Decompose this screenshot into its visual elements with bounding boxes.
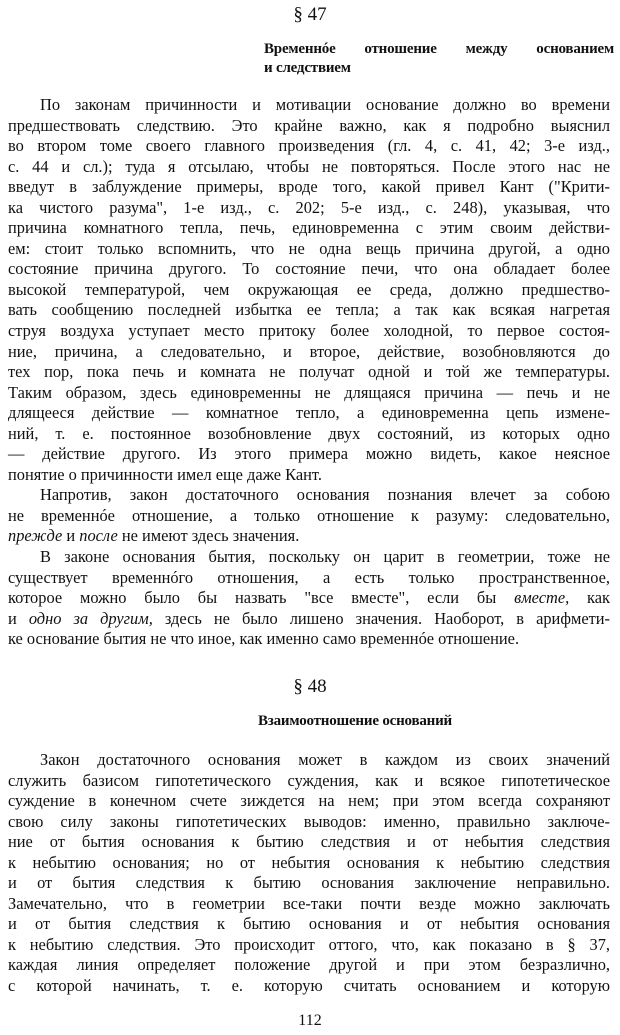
emphasis: одно за другим, (28, 608, 153, 628)
text-line: По законам причинности и мотивации основание должно во времени (40, 95, 610, 114)
text-line (8, 526, 610, 547)
section-47-number: § 47 (293, 4, 327, 25)
text-line: Замечательно, что в геометрии все-таки почти везде можно заключать (8, 893, 610, 913)
text-line: причина комнатного тепла, печь, единовременна с этим своим действи- (8, 218, 610, 238)
text-line: суждение в конечном счете зиждется на нем; при этом всегда сохраняют (8, 791, 610, 811)
text-line: во втором томе своего главного произведения (гл. 4, с. 41, 42; 3-е изд., (8, 136, 610, 156)
text-run: и (8, 608, 29, 628)
text-run: и (62, 526, 80, 546)
text-line: введут в заблуждение примеры, вроде того, какой привел Кант ("Крити- (8, 177, 610, 197)
text-line: — действие другого. Из этого примера можно видеть, какое неясное (8, 444, 610, 464)
text-line: длящееся действие — комнатное тепло, а единовременна цепь измене- (8, 403, 610, 423)
text-line: ние от бытия основания к бытию следствия и от небытия следствия (8, 832, 610, 852)
text-run: которое можно было бы назвать "все вместе", если бы (8, 588, 515, 608)
text-line: Напротив, закон достаточного основания познания влечет за собою (40, 485, 610, 505)
text-line: тех пор, пока печь и комната не получат одной и той же температуры. (8, 362, 610, 382)
emphasis: после (79, 526, 118, 546)
text-line: существует временнóго отношения, а есть только пространственное, (8, 567, 610, 587)
text-line: и от бытия следствия к бытию основания заключение неправильно. (8, 873, 610, 893)
text-line: с которой начинать, т. е. которую считать основанием и которую (8, 976, 610, 996)
text-line: ний, т. е. постоянное возобновление двух состояний, из которых одно (8, 423, 610, 443)
section-47-title-line: и следствием (264, 60, 351, 76)
text-line: каждая линия определяет положение другой и при этом безразлично, (8, 955, 610, 975)
section-48-title (258, 712, 608, 731)
text-line: к небытию основания; но от небытия основания к небытию следствия (8, 852, 610, 872)
text-line: служить базисом гипотетического суждения, как и всякое гипотетическое (8, 770, 610, 790)
section-48-number: § 48 (293, 676, 327, 697)
text-line: ние, причина, а следовательно, и второе, действие, возобновляются до (8, 341, 610, 361)
text-line: В законе основания бытия, поскольку он царит в геометрии, тоже не (40, 547, 610, 567)
text-line: ка чистого разума", 1-е изд., с. 202; 5-е изд., с. 248), указывая, что (8, 197, 610, 217)
text-line: к небытию следствия. Это происходит оттого, что, как показано в § 37, (8, 934, 610, 954)
text-line (8, 609, 610, 630)
text-line: Таким образом, здесь единовременны не длящаяся причина — печь и не (8, 382, 610, 402)
page-number: 112 (298, 1012, 322, 1029)
text-line: ем: стоит только вспомнить, что не одна вещь причина другой, а одно (8, 238, 610, 258)
text-line: ке основание бытия не что иное, как именно само временнóе отношение. (8, 629, 520, 649)
text-line: состояние причина другого. То состояние печи, что она обладает более (8, 259, 610, 279)
text-line: Закон достаточного основания может в каждом из своих значений (40, 750, 610, 769)
text-line: вать сообщению последней избытка ее тепла; а так как всякая нагретая (8, 300, 610, 320)
text-line: высокой температурой, чем окружающая ее среда, должно предшество- (8, 279, 610, 299)
section-47-title (264, 40, 614, 78)
emphasis: прежде (8, 526, 63, 546)
text-line: и от бытия следствия к бытию основания и от небытия основания (8, 914, 610, 934)
text-line: не временнóе отношение, а только отношение к разуму: следовательно, (8, 505, 610, 525)
section-48-paragraph-1 (8, 750, 610, 997)
section-47-paragraph-1 (8, 95, 610, 650)
text-line: струя воздуха уступает место притоку более холодной, то первое состоя- (8, 321, 610, 341)
text-run: здесь не было лишено значения. Наоборот, в арифмети- (152, 608, 610, 628)
section-48-title-line: Взаимоотношение оснований (258, 713, 452, 729)
text-run: как (569, 588, 610, 608)
section-47-title-line: Временнóе отношение между основанием (264, 41, 614, 57)
text-line (8, 588, 610, 609)
text-line: понятие о причинности имел еще даже Кант. (8, 464, 322, 484)
emphasis: вместе, (514, 588, 570, 608)
text-line: свою силу законы гипотетических выводов: именно, правильно заключе- (8, 811, 610, 831)
text-line: предшествовать следствию. Это крайне важно, как я подробно выяснил (8, 115, 610, 135)
text-line: с. 44 и сл.); туда я отсылаю, чтобы не повторяться. После этого нас не (8, 156, 610, 176)
text-run: не имеют здесь значения. (117, 526, 300, 546)
